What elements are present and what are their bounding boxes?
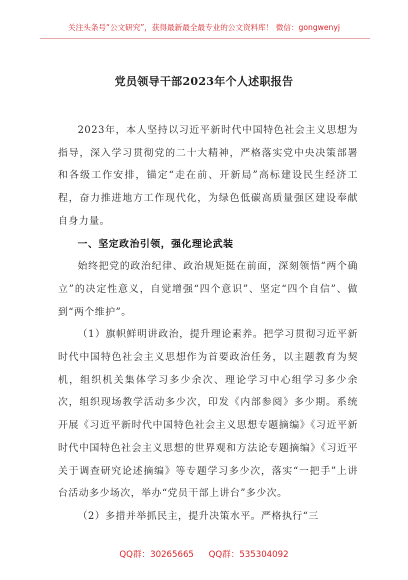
footer <box>0 548 408 560</box>
header-divider <box>40 38 370 39</box>
section-heading: 一、坚定政治引领，强化理论武装 <box>77 238 234 250</box>
footer-qq-group-2: QQ群：535304092 <box>208 550 289 560</box>
document-title: 党员领导干部2023年个人述职报告 <box>114 75 294 88</box>
footer-qq-group-1: QQ群：30265665 <box>119 550 194 560</box>
document-body <box>58 120 358 529</box>
paragraph-item-1: （1）旗帜鲜明讲政治，提升理论素养。把学习贯彻习近平新时代中国特色社会主义思想作为首要政治任务，以主题教育为契机，组织机关集体学习多少余次、理论学习中心组学习多少余次，组织现场教学活动多少次，印发《内部参阅》多少期。系统开展《习近平新时代中国特色社会主义思想专题摘编》《习近平新时代中国特色社会主义思想的世界观和方法论专题摘编》《习近平关于调查研究论述摘编》等专题学习多少次，落实“一把手”上讲台活动多少场次，举办“党员干部上讲台”多少次。 <box>58 329 358 500</box>
paragraph-political: 始终把党的政治纪律、政治规矩挺在前面，深刻领悟“两个确立”的决定性意义，自觉增强“四个意识”、坚定“四个自信”、做到“两个维护”。 <box>58 261 358 318</box>
header-banner: 关注头条号“公文研究”，获得最新最全最专业的公文资料库！ 微信：gongwenyj <box>68 23 340 32</box>
paragraph-item-2: （2）多措并举抓民主，提升决策水平。严格执行“三 <box>77 510 319 522</box>
paragraph-intro: 2023年，本人坚持以习近平新时代中国特色社会主义思想为指导，深入学习贯彻党的二十大精神，严格落实党中央决策部署和各级工作安排，锚定“走在前、开新局”高标建设民生经济工程，奋力推进地方工作现代化，为绿色低碳高质量强区建设奉献自身力量。 <box>58 125 358 227</box>
